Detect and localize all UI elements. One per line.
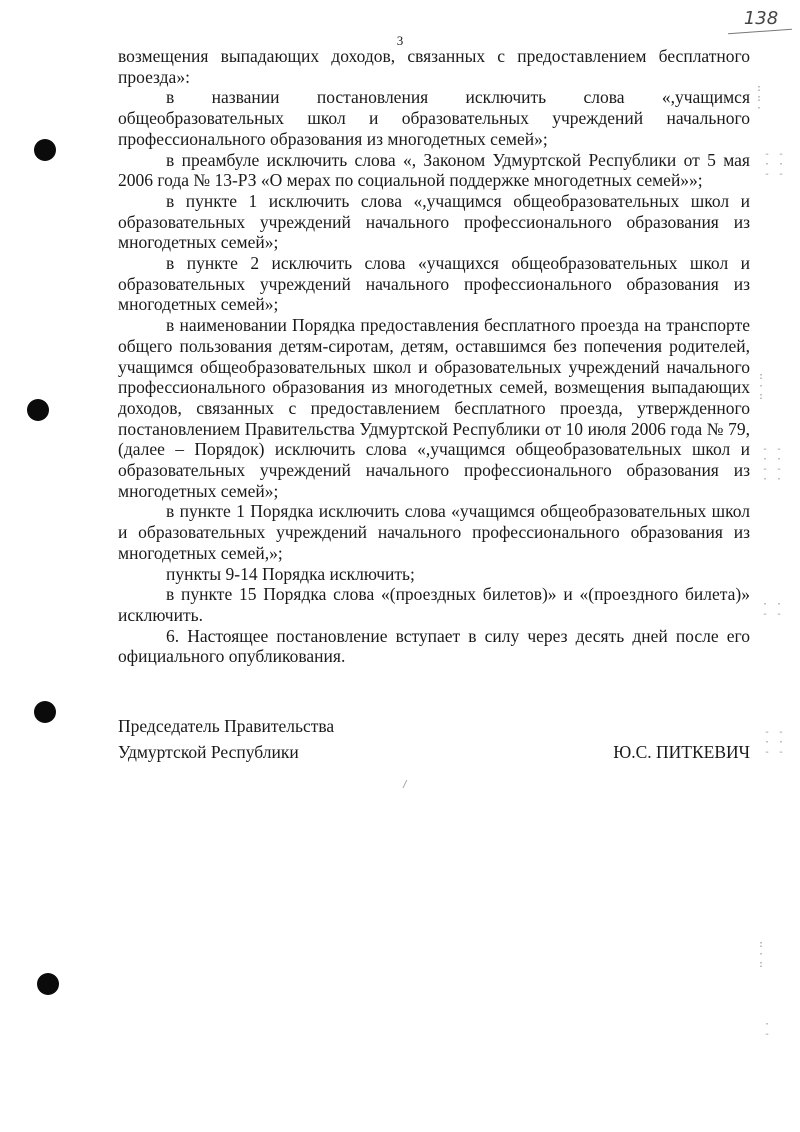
punch-hole — [34, 701, 56, 723]
signer-name: Ю.С. ПИТКЕВИЧ — [613, 742, 750, 762]
scan-artifact: : : · — [756, 83, 764, 114]
paragraph: в пункте 2 исключить слова «учащихся общеобразовательных школ и образовательных учреждений начального профессионального образования из многодетных семей»; — [118, 253, 750, 315]
page-number: 3 — [396, 33, 404, 48]
punch-hole — [34, 139, 56, 161]
signer-title-line2: Удмуртской Республики — [118, 742, 299, 762]
scan-artifact: · - — [764, 1019, 772, 1040]
signer-title-line1: Председатель Правительства — [118, 716, 335, 736]
scan-artifact: : · : — [758, 939, 766, 970]
scan-artifact: - - · · - - · · — [762, 444, 784, 485]
scan-artifact: - - · · - - — [764, 149, 786, 180]
paragraph: в пункте 1 Порядка исключить слова «учащимся общеобразовательных школ и образовательных учреждений начального профессионального образования из многодетных семей,»; — [118, 501, 750, 563]
paragraph: в преамбуле исключить слова «, Законом Удмуртской Республики от 5 мая 2006 года № 13-РЗ «О мерах по социальной поддержке многодетных семей»»; — [118, 149, 750, 191]
paragraph: пункты 9-14 Порядка исключить; — [166, 563, 415, 584]
handwritten-page-number: 138 — [734, 9, 788, 29]
scan-artifact: : · : — [758, 371, 766, 402]
paragraph: в наименовании Порядка предоставления бесплатного проезда на транспорте общего пользования детям-сиротам, детям, оставшимся без попечения родителей, учащимся общеобразовательных школ и образовательных учреждений начального профессионального образования из многодетных семей, возмещения выпадающих доходов, связанных с предоставлением бесплатного проезда, утвержденного постановлением Правительства Удмуртской Республики от 10 июля 2006 года № 79, (далее – Порядок) исключить слова «,учащимся общеобразовательных школ и образовательных учреждений начального профессионального образования из многодетных семей»; — [118, 315, 750, 501]
paragraph: 6. Настоящее постановление вступает в силу через десять дней после его официального опубликования. — [118, 625, 750, 667]
signature-block — [118, 713, 750, 765]
paragraph: возмещения выпадающих доходов, связанных с предоставлением бесплатного проезда»: — [118, 46, 750, 87]
punch-hole — [37, 973, 59, 995]
scan-artifact: - - · · - - — [764, 727, 786, 758]
paragraph: в названии постановления исключить слова «,учащимся общеобразовательных школ и образовательных учреждений начального профессионального образования из многодетных семей»; — [118, 87, 750, 149]
document-body — [118, 46, 750, 667]
punch-hole — [27, 399, 49, 421]
scan-artifact: · · - - — [762, 599, 784, 620]
scan-artifact: / — [402, 779, 410, 790]
paragraph: в пункте 15 Порядка слова «(проездных билетов)» и «(проездного билета)» исключить. — [118, 584, 750, 625]
paragraph: в пункте 1 исключить слова «,учащимся общеобразовательных школ и образовательных учреждений начального профессионального образования из многодетных семей»; — [118, 190, 750, 253]
